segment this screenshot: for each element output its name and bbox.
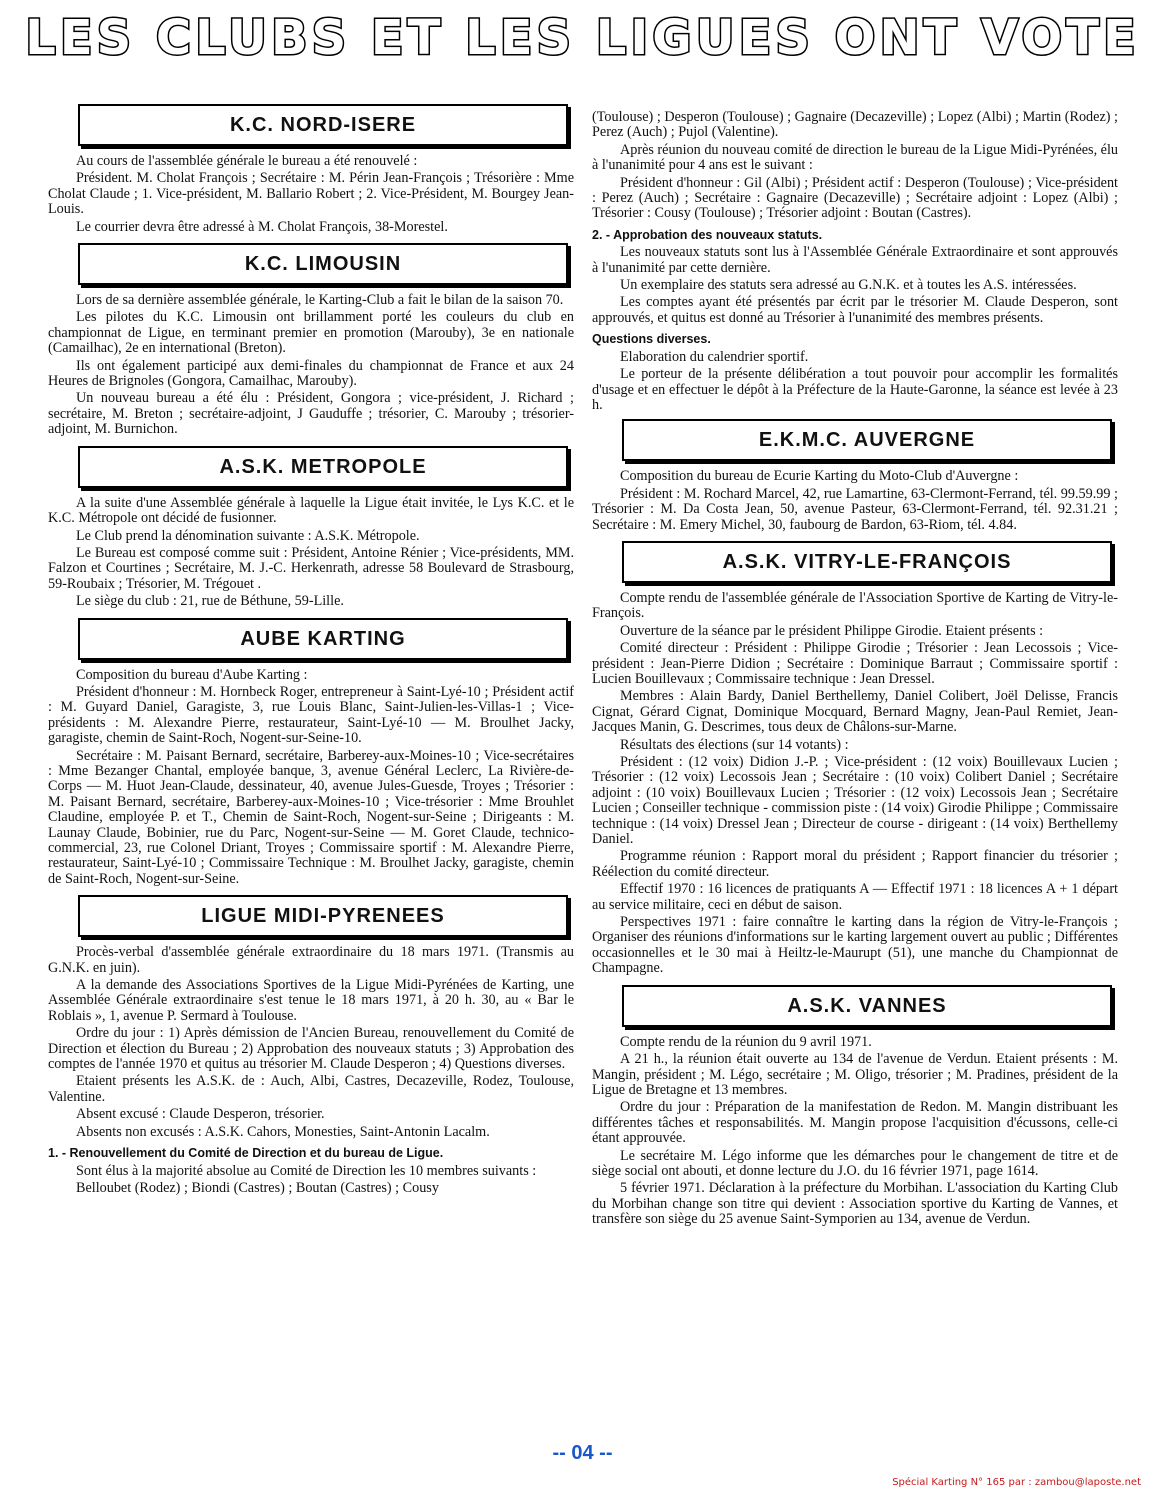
paragraph: Etaient présents les A.S.K. de : Auch, Albi, Castres, Decazeville, Rodez, Toulouse, Valentine.	[48, 1073, 574, 1105]
paragraph: Après réunion du nouveau comité de direction le bureau de la Ligue Midi-Pyrénées, élu à l'unanimité pour 4 ans est le suivant :	[592, 141, 1118, 174]
paragraph: Président d'honneur : Gil (Albi) ; Président actif : Desperon (Toulouse) ; Vice-président : Perez (Auch) ; Secrétaire : Gagnaire (Decazeville) ; Secrétaire adjoint : Lopez (Albi) ; Trésorier : Cousy (Toulouse) ; Trésorier adjoint : Boutan (Castres).	[592, 174, 1118, 222]
section-ask-vitry-le-francois	[592, 541, 1118, 977]
paragraph: Secrétaire : M. Paisant Bernard, secrétaire, Barberey-aux-Moines-10 ; Vice-secrétaires : Mme Bezanger Chantal, employée banque, 3, avenue Général Leclerc, La Rivière-de-Corps — M. Huot Jean-Claude, dessinateur, 40, avenue Jules-Guesde, Troyes ; Trésorier : M. Paisant Bernard, secrétaire, Barberey-aux-Moines-10 ; Vice-trésorier : Mme Brouhlet Claudine, employée P. et T., Chemin de Saint-Roch, Nogent-sur-Seine ; Dirigeants : M. Launay Claude, Bobinier, rue du Parc, Nogent-sur-Seine — M. Goret Claude, technico-commercial, 23, rue Colonel Driant, Troyes ; Commissaire sportif : M. Alexandre Pierre, restaurateur, Saint-Lyé-10 ; Commissaire Technique : M. Broulhet Jacky, garagiste, chemin de Saint-Roch, Nogent-sur-Seine.	[48, 747, 574, 887]
paragraph: Absents non excusés : A.S.K. Cahors, Monesties, Saint-Antonin Lacalm.	[76, 1123, 490, 1140]
paragraph: Effectif 1970 : 16 licences de pratiquants A — Effectif 1971 : 18 licences A + 1 départ au service militaire, ceci en début de saison.	[592, 881, 1118, 913]
paragraph: Président. M. Cholat François ; Secrétaire : M. Périn Jean-François ; Trésorière : Mme Cholat Claude ; 1. Vice-président, M. Ballario Robert ; 2. Vice-Président, M. Bourgey Jean-Louis.	[48, 170, 574, 218]
paragraph: Programme réunion : Rapport moral du président ; Rapport financier du trésorier ; Réélection du comité directeur.	[592, 848, 1118, 880]
paragraph: Composition du bureau de Ecurie Karting du Moto-Club d'Auvergne :	[620, 468, 1019, 485]
section-heading: AUBE KARTING	[78, 618, 568, 660]
paragraph: Le porteur de la présente délibération a tout pouvoir pour accomplir les formalités d'usage et en effectuer le dépôt à la Préfecture de la Haute-Garonne, la séance est levée à 23 h.	[592, 366, 1118, 413]
paragraph: Sont élus à la majorité absolue au Comité de Direction les 10 membres suivants :	[76, 1162, 537, 1179]
footer-credit: Spécial Karting N° 165 par : zambou@laposte.net	[892, 1477, 1141, 1488]
section-midi-pyrenees-continued	[592, 110, 1118, 413]
paragraph: Compte rendu de la réunion du 9 avril 1971.	[620, 1033, 872, 1050]
section-kc-nord-isere	[48, 104, 574, 235]
paragraph: Le secrétaire M. Légo informe que les démarches pour le changement de titre et de siège social ont abouti, et donne lecture du J.O. du 16 février 1971, page 1614.	[592, 1147, 1118, 1179]
paragraph: Belloubet (Rodez) ; Biondi (Castres) ; Boutan (Castres) ; Cousy	[76, 1179, 439, 1196]
section-heading: E.K.M.C. AUVERGNE	[622, 419, 1112, 461]
paragraph: Comité directeur : Président : Philippe Girodie ; Trésorier : Jean Lecossois ; Vice-président : Jean-Pierre Didion ; Secrétaire : Dominique Barraut ; Commissaire sportif : Lucien Bouillevaux ; Commissaire technique : Jean Dressel.	[592, 640, 1118, 687]
paragraph: Président : M. Rochard Marcel, 42, rue Lamartine, 63-Clermont-Ferrand, tél. 99.59.99 ; Trésorier : M. Da Costa Jean, 50, avenue Pasteur, 63-Clermont-Ferrand, tél. 92.31.21 ; Secrétaire : M. Emery Michel, 30, faubourg de Bardon, 63-Riom, tél. 4.84.	[592, 485, 1118, 533]
paragraph: Président : (12 voix) Didion J.-P. ; Vice-président : (12 voix) Bouillevaux Lucien ; Trésorier : (12 voix) Lecossois Jean ; Secrétaire : (10 voix) Colibert Daniel ; Secrétaire adjoint : (10 voix) Bouillevaux Lucien ; Trésorier : (12 voix) Lecossois Jean ; Secrétaire Lucien ; Conseiller technique - commission piste : (14 voix) Girodie Philippe ; Commissaire technique : (14 voix) Dressel Jean ; Directeur de course - dirigeant : (14 voix) Berthellemy Daniel.	[592, 754, 1118, 848]
paragraph: Les pilotes du K.C. Limousin ont brillamment porté les couleurs du club en championnat de Ligue, en terminant premier en promotion (Marouby), 3e en nationale (Camailhac), 2e en international (Breton).	[48, 309, 574, 357]
paragraph: Ils ont également participé aux demi-finales du championnat de France et aux 24 Heures de Brignoles (Gongora, Camailhac, Marouby).	[48, 357, 574, 390]
paragraph: Le siège du club : 21, rue de Béthune, 59-Lille.	[76, 593, 344, 610]
paragraph: Elaboration du calendrier sportif.	[620, 348, 809, 365]
paragraph: Les nouveaux statuts sont lus à l'Assemblée Générale Extraordinaire et sont approuvés à l'unanimité par cette dernière.	[592, 244, 1118, 276]
subheading: 1. - Renouvellement du Comité de Direction et du bureau de Ligue.	[48, 1146, 444, 1161]
paragraph: Le Bureau est composé comme suit : Président, Antoine Rénier ; Vice-présidents, MM. Falzon et Courtines ; Secrétaire, M. J.-C. Herkenrath, adresse 58 Boulevard de Strasbourg, 59-Roubaix ; Trésorier, M. Trégouet .	[48, 544, 574, 592]
section-heading: A.S.K. METROPOLE	[78, 446, 568, 488]
section-aube-karting	[48, 618, 574, 888]
paragraph: Les comptes ayant été présentés par écrit par le trésorier M. Claude Desperon, sont approuvés, et quitus est donné au Trésorier à l'unanimité des membres présents.	[592, 294, 1118, 326]
left-column	[48, 104, 574, 1204]
page-title: LES CLUBS ET LES LIGUES ONT VOTE	[25, 10, 1140, 66]
paragraph: Absent excusé : Claude Desperon, trésorier.	[76, 1106, 325, 1123]
paragraph: Procès-verbal d'assemblée générale extraordinaire du 18 mars 1971. (Transmis au G.N.K. en juin).	[48, 944, 574, 976]
paragraph: Le Club prend la dénomination suivante : A.S.K. Métropole.	[76, 527, 420, 544]
paragraph: Au cours de l'assemblée générale le bureau a été renouvelé :	[76, 153, 418, 169]
section-heading: K.C. NORD-ISERE	[78, 104, 568, 146]
section-heading: K.C. LIMOUSIN	[78, 243, 568, 285]
paragraph: Ordre du jour : 1) Après démission de l'Ancien Bureau, renouvellement du Comité de Direction et élection du Bureau ; 2) Approbation des nouveaux statuts ; 3) Approbation des comptes de l'année 1970 et quitus au trésorier M. Claude Desperon ; 4) Questions diverses.	[48, 1025, 574, 1073]
subheading: Questions diverses.	[592, 332, 711, 347]
section-ask-metropole	[48, 446, 574, 610]
paragraph: Un exemplaire des statuts sera adressé au G.N.K. et à toutes les A.S. intéressées.	[620, 277, 1077, 294]
right-column	[592, 110, 1118, 1236]
section-ekmc-auvergne	[592, 419, 1118, 533]
paragraph: Lors de sa dernière assemblée générale, le Karting-Club a fait le bilan de la saison 70.	[76, 292, 564, 309]
paragraph: Ordre du jour : Préparation de la manifestation de Redon. M. Mangin distribuant les différentes tâches et responsabilités. M. Mangin propose l'acquisition d'écussons, celle-ci étant approuvée.	[592, 1099, 1118, 1147]
section-heading: LIGUE MIDI-PYRENEES	[78, 895, 568, 937]
paragraph: Ouverture de la séance par le président Philippe Girodie. Etaient présents :	[620, 622, 1044, 639]
page-number: -- 04 --	[552, 1442, 613, 1464]
paragraph: Résultats des élections (sur 14 votants) :	[620, 736, 849, 753]
section-heading: A.S.K. VITRY-LE-FRANÇOIS	[622, 541, 1112, 583]
paragraph: A la demande des Associations Sportives de la Ligue Midi-Pyrénées de Karting, une Assemblée Générale extraordinaire s'est tenue le 18 mars 1971, à 20 h. 30, au « Bar le Roblais », 1, avenue P. Sermard à Toulouse.	[48, 977, 574, 1024]
paragraph: Composition du bureau d'Aube Karting :	[76, 666, 308, 683]
paragraph: (Toulouse) ; Desperon (Toulouse) ; Gagnaire (Decazeville) ; Lopez (Albi) ; Martin (Rodez) ; Perez (Auch) ; Pujol (Valentine).	[592, 109, 1118, 141]
paragraph: Compte rendu de l'assemblée générale de l'Association Sportive de Karting de Vitry-le-François.	[592, 589, 1118, 622]
paragraph: 5 février 1971. Déclaration à la préfecture du Morbihan. L'association du Karting Club du Morbihan change son titre qui devient : Association sportive du Karting de Vannes, et transfère son siège du 25 avenue Saint-Symporien au 134, avenue de Verdun.	[592, 1180, 1118, 1228]
paragraph: Président d'honneur : M. Hornbeck Roger, entrepreneur à Saint-Lyé-10 ; Président actif : M. Guyard Daniel, Garagiste, 3, rue Louis Blanc, Saint-Julien-les-Villas-1 ; Vice-présidents : M. Alexandre Pierre, restaurateur, Saint-Lyé-10 — M. Broulhet Jacky, garagiste, chemin de Saint-Roch, Nogent-sur-Seine-10.	[48, 683, 574, 747]
section-kc-limousin	[48, 243, 574, 438]
section-ligue-midi-pyrenees	[48, 895, 574, 1196]
paragraph: Le courrier devra être adressé à M. Cholat François, 38-Morestel.	[76, 218, 448, 235]
paragraph: A la suite d'une Assemblée générale à laquelle la Ligue était invitée, le Lys K.C. et le K.C. Métropole ont décidé de fusionner.	[48, 494, 574, 527]
paragraph: Perspectives 1971 : faire connaître le karting dans la région de Vitry-le-François ; Organiser des réunions d'informations sur le karting largement ouvert au public ; Différentes occasionnelles et le 30 mai à Heiltz-le-Maurupt (51), une manche du Championnat de Champagne.	[592, 914, 1118, 977]
section-ask-vannes	[592, 985, 1118, 1228]
paragraph: A 21 h., la réunion était ouverte au 134 de l'avenue de Verdun. Etaient présents : M. Mangin, président ; M. Légo, secrétaire ; M. Oligo, trésorier ; M. Pradines, président de la Ligue de Bretagne et 13 membres.	[592, 1051, 1118, 1098]
section-heading: A.S.K. VANNES	[622, 985, 1112, 1027]
paragraph: Membres : Alain Bardy, Daniel Berthellemy, Daniel Colibert, Joël Delisse, Francis Cignat, Gérard Cignat, Dominique Mocquard, Bernard Magny, Jean-Paul Remiet, Jean-Jacques Manin, G. Descrimes, tous deux de Châlons-sur-Marne.	[592, 688, 1118, 736]
subheading: 2. - Approbation des nouveaux statuts.	[592, 227, 823, 242]
paragraph: Un nouveau bureau a été élu : Président, Gongora ; vice-président, J. Richard ; secrétaire, M. Breton ; secrétaire-adjoint, J Gauduffe ; trésorier, C. Marouby ; trésorier-adjoint, M. Burnichon.	[48, 390, 574, 438]
